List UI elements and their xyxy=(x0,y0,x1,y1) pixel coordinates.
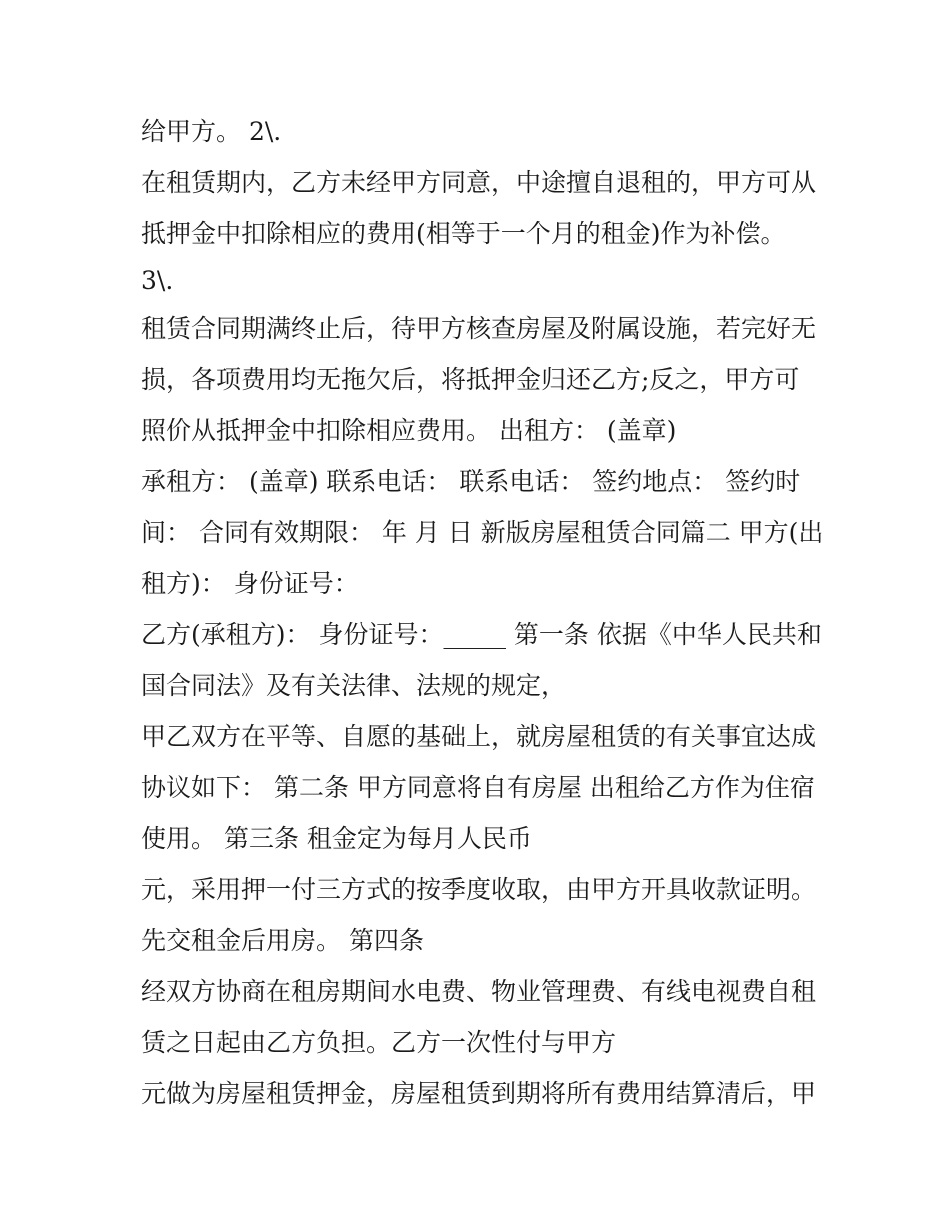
text-line: 协议如下： 第二条 甲方同意将自有房屋 出租给乙方作为住宿 xyxy=(141,773,815,802)
text-line: 承租方： (盖章) 联系电话： 联系电话： 签约地点： 签约时 xyxy=(141,467,801,496)
text-line: 乙方(承租方)： 身份证号：_____ 第一条 依据《中华人民共和 xyxy=(141,620,822,649)
text-line: 3\. xyxy=(141,266,174,295)
text-line: 在租赁期内，乙方未经甲方同意，中途擅自退租的，甲方可从 xyxy=(141,168,817,197)
contract-text xyxy=(141,106,824,1119)
text-line: 间： 合同有效期限： 年 月 日 新版房屋租赁合同篇二 甲方(出 xyxy=(141,518,824,547)
text-line: 国合同法》及有关法律、法规的规定， xyxy=(141,671,567,700)
text-line: 给甲方。 2\. xyxy=(141,117,282,146)
text-line: 赁之日起由乙方负担。乙方一次性付与甲方 xyxy=(141,1028,617,1057)
text-line: 租赁合同期满终止后，待甲方核查房屋及附属设施，若完好无 xyxy=(141,314,817,343)
text-line: 照价从抵押金中扣除相应费用。 出租方： (盖章) xyxy=(141,416,677,445)
text-line: 元做为房屋租赁押金，房屋租赁到期将所有费用结算清后，甲 xyxy=(141,1079,817,1108)
text-line: 抵押金中扣除相应的费用(相等于一个月的租金)作为补偿。 xyxy=(141,219,786,248)
text-line: 经双方协商在租房期间水电费、物业管理费、有线电视费自租 xyxy=(141,977,817,1006)
text-line: 损，各项费用均无拖欠后，将抵押金归还乙方;反之，甲方可 xyxy=(141,365,800,394)
text-line: 租方)： 身份证号： xyxy=(141,569,359,598)
text-line: 甲乙双方在平等、自愿的基础上，就房屋租赁的有关事宜达成 xyxy=(141,722,817,751)
text-line: 元，采用押一付三方式的按季度收取，由甲方开具收款证明。 xyxy=(141,875,817,904)
text-line: 先交租金后用房。 第四条 xyxy=(141,926,424,955)
text-line: 使用。 第三条 租金定为每月人民币 xyxy=(141,824,532,853)
